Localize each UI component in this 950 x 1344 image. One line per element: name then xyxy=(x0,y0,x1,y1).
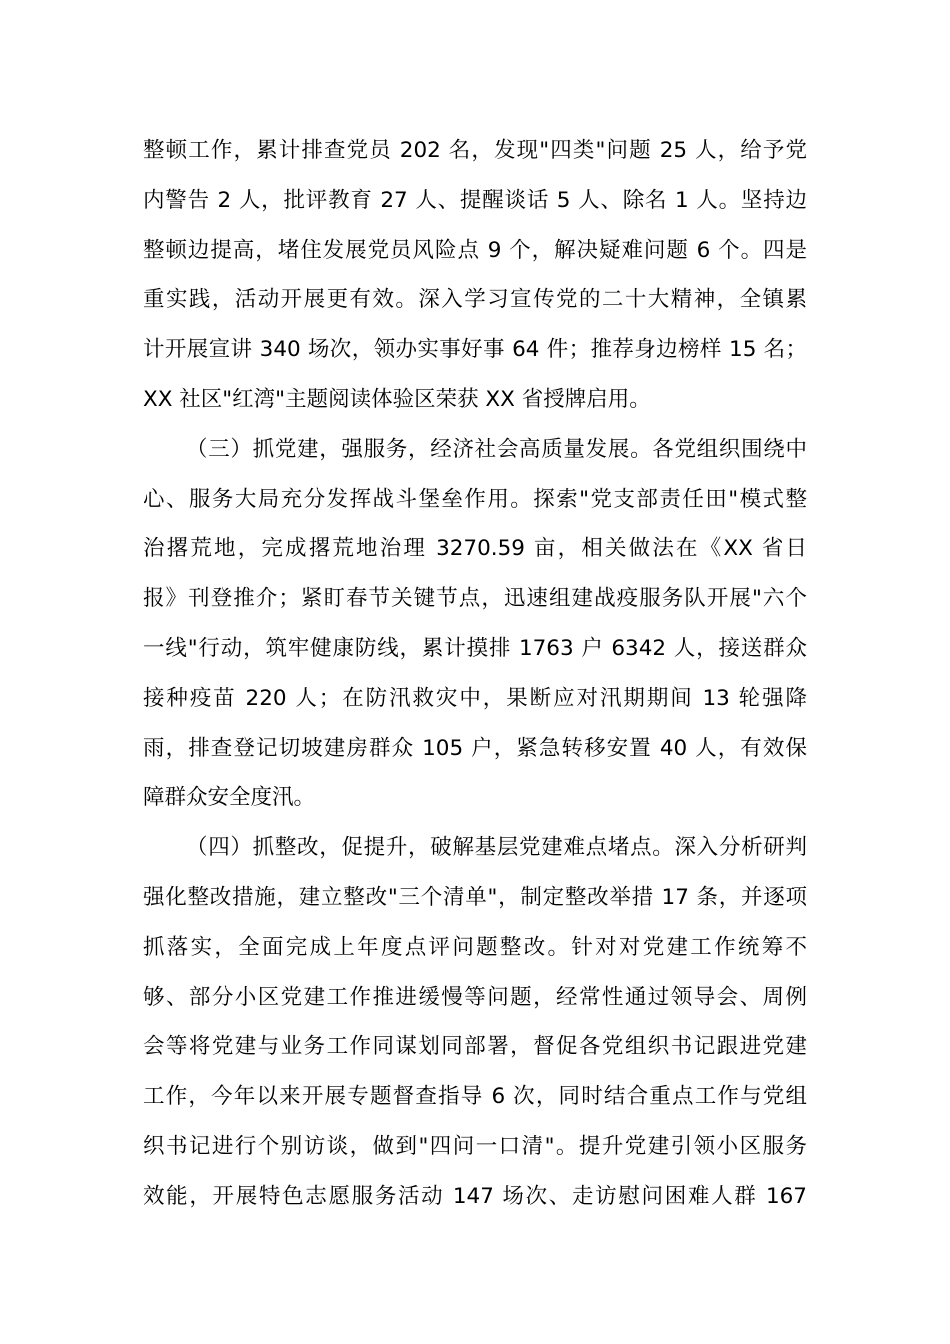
text-line: （四）抓整改，促提升，破解基层党建难点堵点。深入分析研判 xyxy=(186,835,807,861)
body-text xyxy=(143,126,807,1222)
text-line: 够、部分小区党建工作推进缓慢等问题，经常性通过领导会、周例 xyxy=(143,984,807,1010)
paragraph-1 xyxy=(143,126,807,425)
text-line: 治撂荒地，完成撂荒地治理 3270.59 亩，相关做法在《XX 省日 xyxy=(143,536,807,562)
paragraph-3 xyxy=(143,823,807,1221)
text-line: 强化整改措施，建立整改"三个清单"，制定整改举措 17 条，并逐项 xyxy=(143,884,807,910)
text-line: XX 社区"红湾"主题阅读体验区荣获 XX 省授牌启用。 xyxy=(143,386,651,412)
text-line: 会等将党建与业务工作同谋划同部署，督促各党组织书记跟进党建 xyxy=(143,1034,807,1060)
text-line: （三）抓党建，强服务，经济社会高质量发展。各党组织围绕中 xyxy=(186,436,807,462)
text-line: 障群众安全度汛。 xyxy=(143,785,316,811)
text-line: 接种疫苗 220 人；在防汛救灾中，果断应对汛期期间 13 轮强降 xyxy=(143,685,807,711)
text-line: 报》刊登推介；紧盯春节关键节点，迅速组建战疫服务队开展"六个 xyxy=(143,586,807,612)
text-line: 织书记进行个别访谈，做到"四问一口清"。提升党建引领小区服务 xyxy=(143,1133,807,1159)
text-line: 工作，今年以来开展专题督查指导 6 次，同时结合重点工作与党组 xyxy=(143,1084,807,1110)
text-line: 整顿工作，累计排查党员 202 名，发现"四类"问题 25 人，给予党 xyxy=(143,138,807,163)
text-line: 抓落实，全面完成上年度点评问题整改。针对对党建工作统筹不 xyxy=(143,934,807,960)
text-line: 整顿边提高，堵住发展党员风险点 9 个，解决疑难问题 6 个。四是 xyxy=(143,237,807,263)
paragraph-2 xyxy=(143,425,807,823)
text-line: 内警告 2 人，批评教育 27 人、提醒谈话 5 人、除名 1 人。坚持边 xyxy=(143,187,807,213)
text-line: 心、服务大局充分发挥战斗堡垒作用。探索"党支部责任田"模式整 xyxy=(143,486,807,512)
text-line: 效能，开展特色志愿服务活动 147 场次、走访慰问困难人群 167 xyxy=(143,1183,807,1209)
text-line: 雨，排查登记切坡建房群众 105 户，紧急转移安置 40 人，有效保 xyxy=(143,735,807,761)
text-line: 一线"行动，筑牢健康防线，累计摸排 1763 户 6342 人，接送群众 xyxy=(143,635,807,661)
text-line: 重实践，活动开展更有效。深入学习宣传党的二十大精神，全镇累 xyxy=(143,287,807,313)
text-line: 计开展宣讲 340 场次，领办实事好事 64 件；推荐身边榜样 15 名； xyxy=(143,337,807,363)
